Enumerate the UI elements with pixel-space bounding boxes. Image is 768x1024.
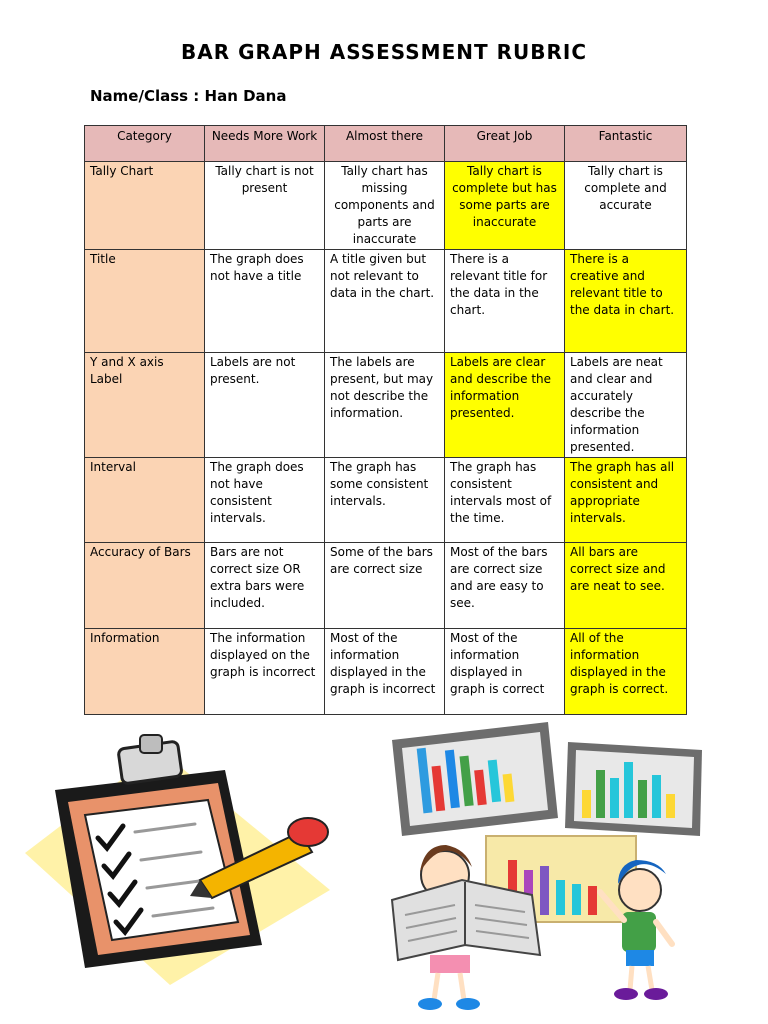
header-almost-there: Almost there [325,126,445,162]
kids-bar-graph-illustration [392,722,702,1010]
row-category: Information [85,629,205,715]
table-row [85,353,687,458]
row-category: Title [85,250,205,353]
header-great-job: Great Job [445,126,565,162]
row-category: Y and X axis Label [85,353,205,458]
table-cell: Labels are neat and clear and accurately describe the information presented. [565,353,687,458]
illustrations [0,715,768,1024]
header-category: Category [85,126,205,162]
table-cell-highlighted: The graph has all consistent and appropriate intervals. [565,458,687,543]
header-fantastic: Fantastic [565,126,687,162]
table-row [85,250,687,353]
table-row [85,629,687,715]
table-cell: The graph has consistent intervals most of the time. [445,458,565,543]
table-row [85,162,687,250]
table-cell: The graph has some consistent intervals. [325,458,445,543]
table-cell: The information displayed on the graph is incorrect [205,629,325,715]
table-cell: The graph does not have consistent intervals. [205,458,325,543]
table-cell: Labels are not present. [205,353,325,458]
table-cell-highlighted: Tally chart is complete but has some parts are inaccurate [445,162,565,250]
table-cell: Most of the information displayed in the graph is incorrect [325,629,445,715]
table-cell: The labels are present, but may not describe the information. [325,353,445,458]
row-category: Accuracy of Bars [85,543,205,629]
table-cell: Tally chart is not present [205,162,325,250]
clipboard-checklist-icon [25,735,330,985]
table-cell: Most of the information displayed in graph is correct [445,629,565,715]
row-category: Tally Chart [85,162,205,250]
table-cell: A title given but not relevant to data in the chart. [325,250,445,353]
name-class-line: Name/Class : Han Dana [90,87,287,105]
table-cell: The graph does not have a title [205,250,325,353]
table-row [85,543,687,629]
table-cell: There is a relevant title for the data in the chart. [445,250,565,353]
header-needs-more-work: Needs More Work [205,126,325,162]
row-category: Interval [85,458,205,543]
table-cell: Some of the bars are correct size [325,543,445,629]
table-cell-highlighted: All bars are correct size and are neat to see. [565,543,687,629]
table-cell: Most of the bars are correct size and are easy to see. [445,543,565,629]
table-cell: Tally chart has missing components and parts are inaccurate [325,162,445,250]
table-cell: Tally chart is complete and accurate [565,162,687,250]
table-cell-highlighted: All of the information displayed in the graph is correct. [565,629,687,715]
table-row [85,458,687,543]
page-title: BAR GRAPH ASSESSMENT RUBRIC [180,40,587,64]
table-cell-highlighted: There is a creative and relevant title to the data in chart. [565,250,687,353]
header-row [85,126,687,162]
table-cell-highlighted: Labels are clear and describe the information presented. [445,353,565,458]
table-cell: Bars are not correct size OR extra bars were included. [205,543,325,629]
rubric-table [84,125,687,715]
